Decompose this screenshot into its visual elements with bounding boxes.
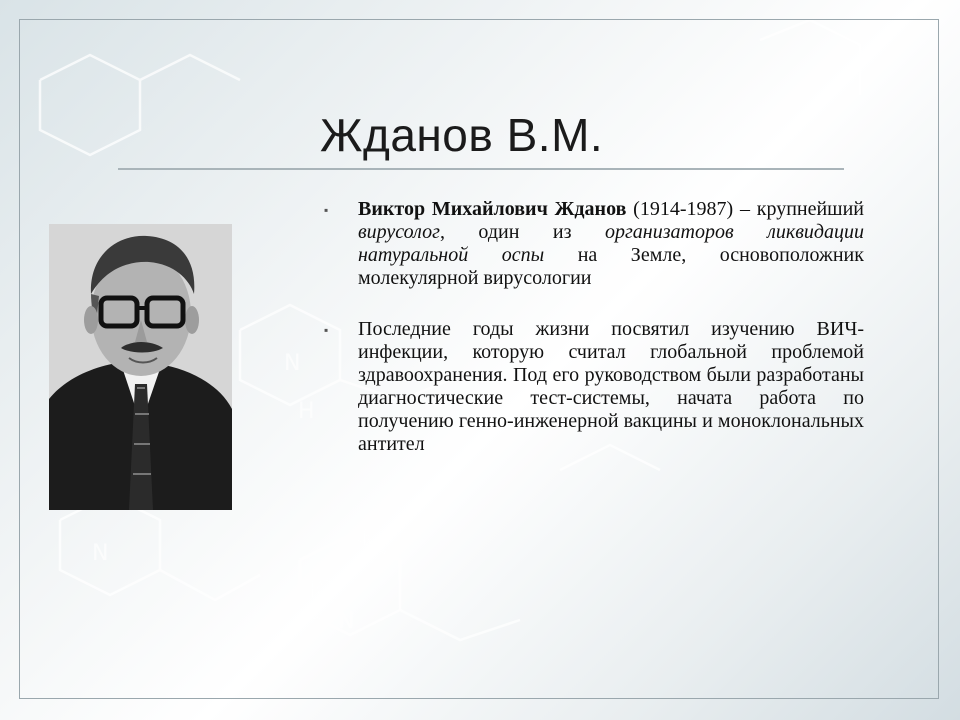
bio-italic-organizers: организаторов ликвидации натуральной оспы bbox=[358, 221, 865, 266]
bullet-biography bbox=[322, 198, 864, 290]
svg-text:N: N bbox=[92, 541, 109, 566]
svg-text:N: N bbox=[338, 609, 355, 634]
person-name: Виктор Михайлович Жданов bbox=[358, 198, 627, 220]
svg-text:N: N bbox=[360, 526, 377, 551]
bullet-square-icon: ▪ bbox=[324, 203, 329, 217]
bullet-square-icon: ▪ bbox=[324, 323, 329, 337]
svg-text:H: H bbox=[298, 399, 315, 424]
title-underline bbox=[118, 168, 844, 170]
bio-text-2: , один из bbox=[439, 221, 605, 243]
slide-content bbox=[322, 198, 864, 456]
bio-text-3: на Земле, основоположник молекулярной вирусологии bbox=[358, 244, 864, 289]
bio-text-1: (1914-1987) – крупнейший bbox=[626, 198, 864, 220]
bio-italic-virologist: вирусолог bbox=[358, 221, 440, 243]
slide-title: Жданов В.М. bbox=[320, 109, 604, 161]
hiv-research-text: Последние годы жизни посвятил изучению ВИЧ-инфекции, которую считал глобальной проблемой здравоохранения. Под его руководством были разработаны диагностические тест-системы, начата работа по получению генно-инженерной вакцины и моноклональных антител bbox=[358, 318, 864, 455]
portrait-photo bbox=[49, 224, 232, 510]
bullet-hiv-research bbox=[322, 318, 864, 456]
svg-text:HC: HC bbox=[300, 578, 332, 603]
svg-text:N: N bbox=[284, 351, 301, 376]
